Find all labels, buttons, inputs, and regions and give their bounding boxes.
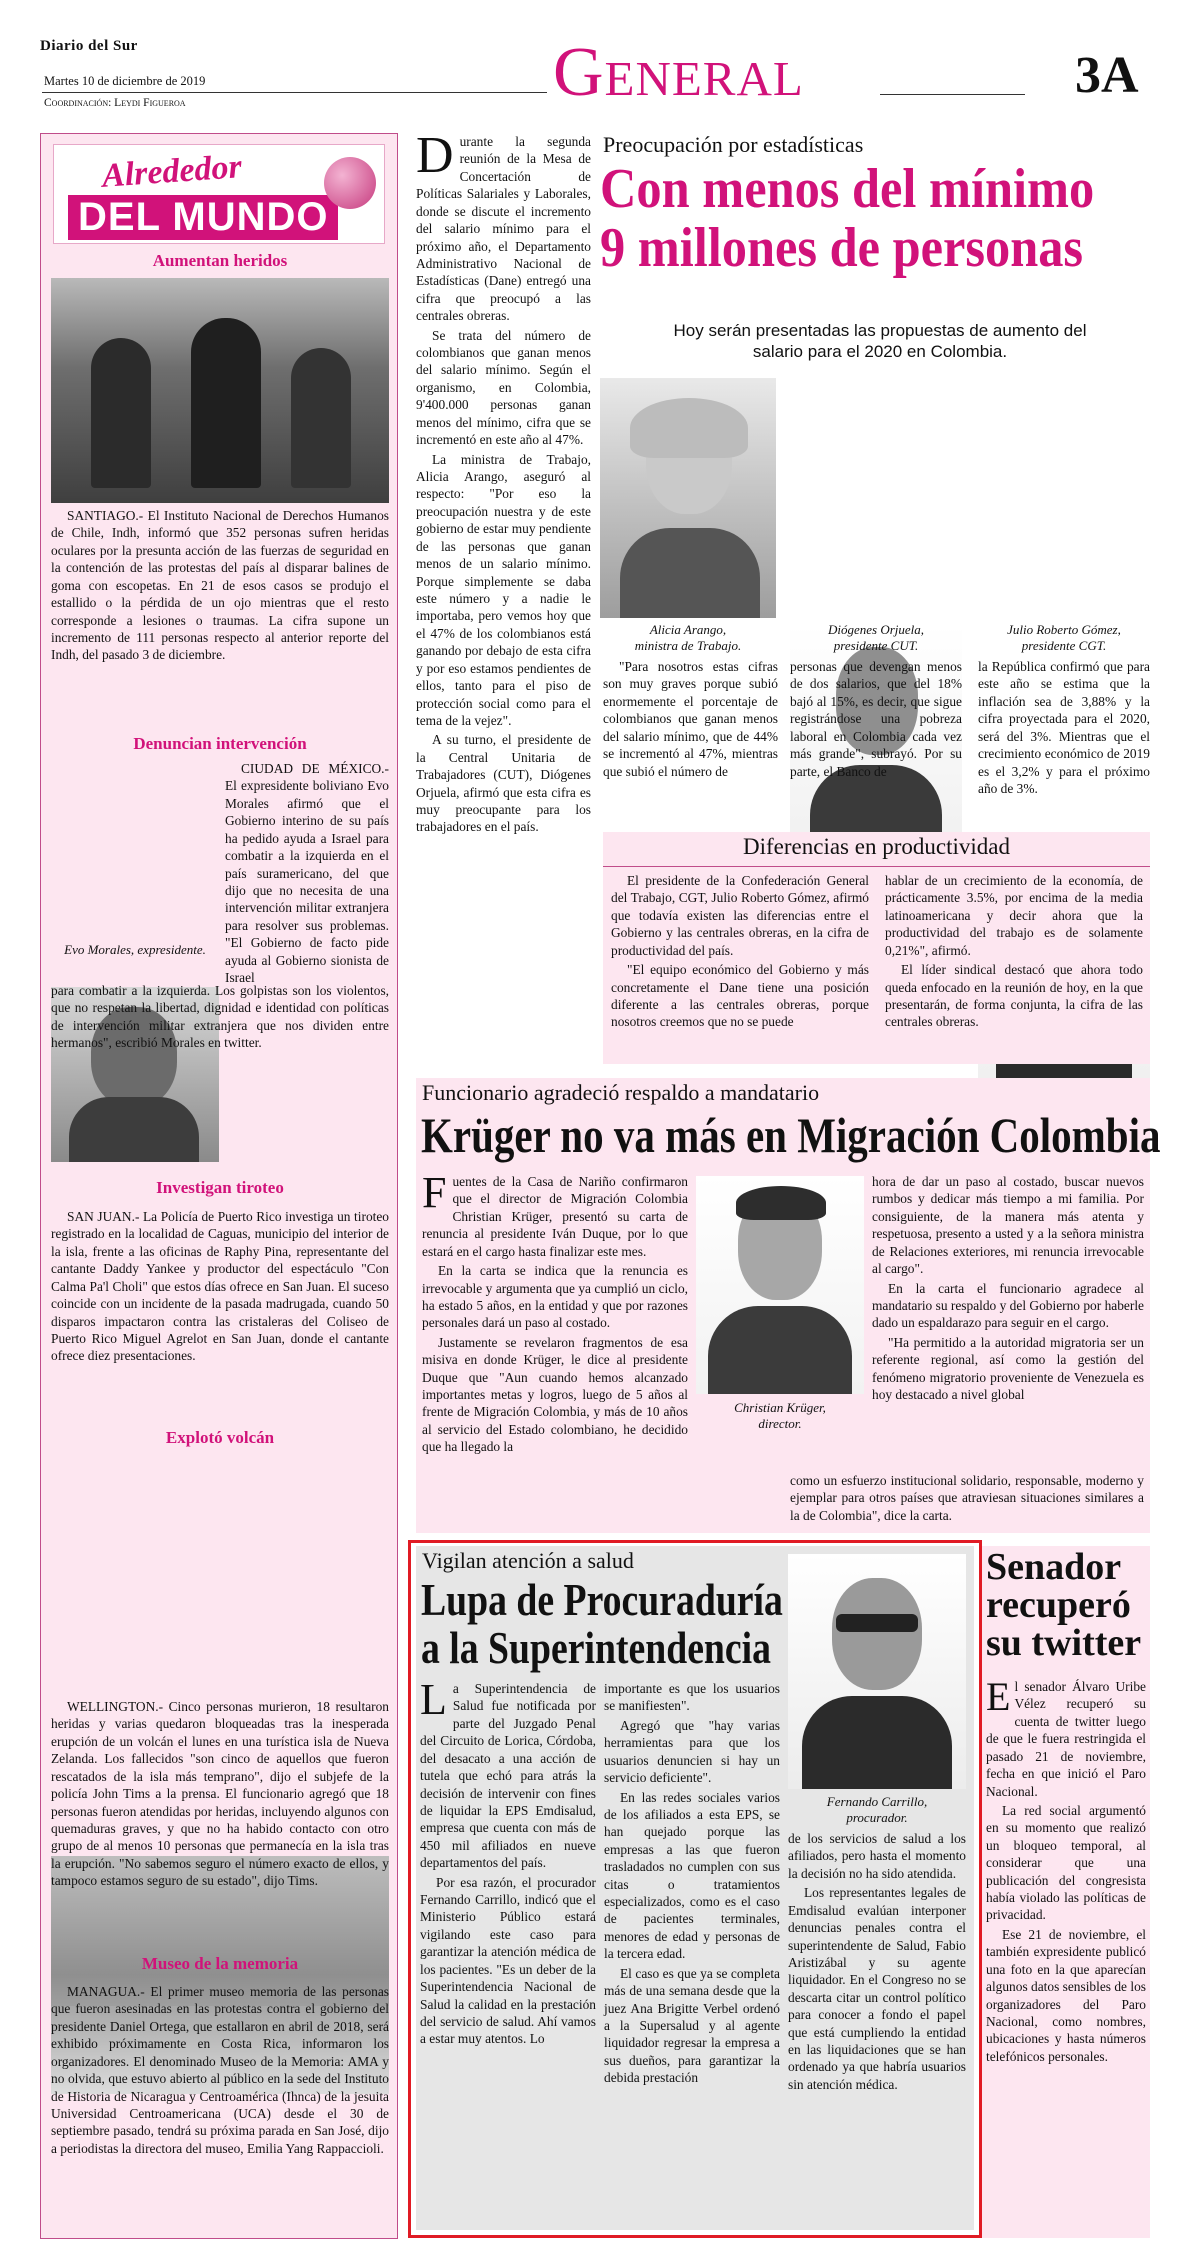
story-body: El senador Álvaro Uribe Vélez recuperó su cuenta de twitter luego de que le fuera restringida el pasado 21 de noviembre, fecha en que inició el Paro Nacional. La red social argumentó en su momento que realizó un bloqueo temporal, al considerar que una publicación del congresista había violado las políticas de privacidad. Ese 21 de noviembre, el también expresidente publicó una foto en la que aparecían algunos datos sensibles de los organizadores del Paro Nacional, como nombres, ubicaciones y hasta números telefónicos personales. — [986, 1674, 1146, 2064]
protest-photo — [51, 278, 389, 503]
box-title: Diferencias en productividad — [743, 834, 1010, 859]
lead-paragraph: Durante la segunda reunión de la Mesa de Concertación de Políticas Salariales y Laborales, donde se discute el incremento del salario mínimo para el próximo año, el Departamento Administrativo Nacional de Estadísticas (Dane) entregó una cifra que preocupó a las centrales obreras. — [416, 127, 591, 324]
productivity-box — [603, 832, 1150, 1064]
christian-kruger-photo — [696, 1176, 864, 1394]
box-divider — [603, 866, 1150, 867]
news-title: Investigan tiroteo — [156, 1178, 284, 1197]
photo-caption: Christian Krüger, director. — [734, 1400, 826, 1431]
lead-paragraph: Se trata del número de colombianos que ganan menos del salario mínimo. Según el organismo, en Colombia, 9'400.000 personas ganan menos del mínimo, cifra que se incrementó en este año al 47%. — [416, 327, 591, 448]
story-col1: La Superintendencia de Salud fue notificada por parte del Juzgado Penal del Circuito de Lorica, Córdoba, del desacato a una acción de tutela que echó para atrás la decisión de intervenir con fines de liquidar la EPS Emdisalud, empresa que cuenta con más de 450 mil afiliados en nueve departamentos del país. Por esa razón, el procurador Fernando Carrillo, indicó que el Ministerio Público estará vigilando este caso para garantizar la atención médica de los pacientes. "Es un deber de la Superintendencia Nacional de Salud la calidad en la prestación del servicio de salud. Ahí vamos a estar muy atentos. Lo — [420, 1675, 596, 2047]
headline-line: Con menos del mínimo — [600, 158, 1095, 220]
story-kicker: Vigilan atención a salud — [422, 1548, 634, 1573]
logo: Diario del Sur — [40, 38, 138, 54]
news-title: Museo de la memoria — [141, 1954, 299, 1973]
news-title: Denuncian intervención — [133, 734, 307, 753]
drop-cap: D — [416, 127, 454, 184]
box-col2: hablar de un crecimiento de la economía, de prácticamente 3.5%, por encima de la media latinoamericana y decir ahora que la productividad del trabajo es de solamente 0,21%", afirmó. El líder sindical destacó que ahora todo queda enfocado en la reunión de hoy, en la que presentarán, de forma conjunta, la cifra de las centrales obreras. — [885, 873, 1143, 1030]
fernando-carrillo-photo — [788, 1554, 966, 1789]
news-body: WELLINGTON.- Cinco personas murieron, 18 resultaron heridas y varias quedaron bloqueadas tras la inesperada erupción de un volcán el lunes en una turística isla de Nueva Zelanda. Los fallecidos "son cinco de aquellos que fueron rescatados de la isla más temprano", dijo el subjefe de la policía John Tims a la prensa. El funcionario agregó que 18 personas fueron atendidas por heridas, incluyendo algunos con quemaduras graves, y que no ha habido contacto con otro grupo de al menos 10 personas que permanecía en la isla tras la erupción. "No sabemos seguro el número exacto de ellos, y tampoco estamos seguro de su estado", dijo Tims. — [51, 1699, 389, 1889]
story-col2: hora de dar un paso al costado, buscar nuevos rumbos y dedicar más tiempo a mi familia. Por consiguiente, de la manera más atenta y respetuosa, presento a usted y a la señora ministra de Relaciones exteriores, mi renuncia irrevocable al cargo". En la carta el funcionario agradece al mandatario su respaldo y del Gobierno por haberle dado un espaldarazo para seguir en el cargo. "Ha permitido a la autoridad migratoria ser un referente regional, así como la gestión del fenómeno migratorio proveniente de Venezuela es hoy destacado a nivel global — [872, 1174, 1144, 1403]
story-col2: importante es que los usuarios se manifiesten". Agregó que "hay varias herramientas para que los usuarios denuncien si hay un servicio deficiente". En las redes sociales varios de los afiliados a esta EPS, se han quejado porque las empresas a las que fueron trasladados no cumplen con sus citas o tratamientos especializados, como es el caso de pacientes terminales, menores de edad y personas de la tercera edad. El caso es que ya se completa más de una semana desde que la juez Ana Brigitte Verbel ordenó a la Supersalud y al agente liquidador regresar la empresa a sus dueños, para garantizar la debida prestación — [604, 1681, 780, 2086]
lead-col4: la República confirmó que para este año se estima que la inflación sea de 3,88% y la cifra proyectada para el 2020, será del 3%. Mientras que el crecimiento económico de 2019 es el 3,2% y para el próximo año de 3%. — [978, 659, 1150, 796]
senador-story — [982, 1546, 1150, 2238]
box-col1: El presidente de la Confederación General del Trabajo, CGT, Julio Roberto Gómez, afirmó que todavía existen las diferencias entre el Gobierno y las centrales obreras, en la cifra de productividad del país. "El equipo económico del Gobierno y más concretamente el Dane tiene una posición diferente a las centrales obreras, porque nosotros creemos que no se puede — [611, 873, 869, 1030]
lead-headline — [600, 160, 1160, 279]
news-title: Explotó volcán — [165, 1428, 275, 1447]
story-tail: como un esfuerzo institucional solidario, responsable, moderno y ejemplar para otros países que atraviesan situaciones similares a la de Colombia", dice la carta. — [790, 1473, 1144, 1523]
photo-caption: Evo Morales, expresidente. — [64, 942, 206, 957]
alicia-arango-photo — [600, 378, 776, 618]
issue-date: Martes 10 de diciembre de 2019 — [44, 74, 206, 88]
divider — [42, 92, 547, 93]
lead-col3: personas que devengan menos de dos salarios, que del 18% bajó al 15%, es decir, que sigue registrándose una pobreza laboral en Colombia cada vez más grande", subrayó. Por su parte, el Banco de — [790, 659, 962, 779]
story-col3: de los servicios de salud a los afiliados, pero hasta el momento la decisión no ha sido atendida. Los representantes legales de Emdisalud evalúan interponer denuncias penales contra el superintendente de Salud, Fabio Aristizábal y su agente liquidador. En el Congreso no se descarta citar un control político para conocer a fondo el papel que está cumpliendo la entidad en las liquidaciones que se han ordenado ya que habría usuarios sin atención médica. — [788, 1831, 966, 2092]
lead-kicker: Preocupación por estadísticas — [603, 132, 864, 157]
banner-line1: Alrededor — [100, 148, 243, 195]
section-title: General — [553, 34, 804, 111]
banner-line2: DEL MUNDO — [68, 195, 338, 240]
photo-caption: Fernando Carrillo, procurador. — [826, 1794, 928, 1825]
lead-col1 — [416, 127, 591, 838]
news-body: MANAGUA.- El primer museo memoria de las personas que fueron asesinadas en las protestas contra el gobierno del presidente Daniel Ortega, que estallaron en abril de 2018, será exhibido próximamente en Costa Rica, informaron los organizadores. El denominado Museo de la Memoria: AMA y no olvida, que estuvo abierto al público en la sede del Instituto de Historia de Nicaragua y Centroamérica (Ihnca) de la jesuita Universidad Centroamericana (UCA) desde el 30 de septiembre pasado, tendrá su próxima parada en San José, dijo a periodistas la directora del museo, Emilia Yang Rappaccioli. — [51, 1984, 389, 2156]
news-body: para combatir a la izquierda. Los golpistas son los violentos, que no respetan la libertad, dignidad e identidad con políticas de intervención militar extranjera que nos dividen entre hermanos", escribió Morales en twitter. — [51, 983, 389, 1051]
banner — [53, 144, 385, 244]
photo-caption: Diógenes Orjuela, presidente CUT. — [827, 622, 925, 653]
news-title: Aumentan heridos — [152, 251, 288, 270]
procuraduria-story — [416, 1546, 974, 2230]
photo-caption: Alicia Arango, ministra de Trabajo. — [634, 622, 742, 653]
globe-icon — [324, 157, 376, 209]
coordination: Coordinación: Leydi Figueroa — [44, 97, 186, 109]
photo-caption: Julio Roberto Gómez, presidente CGT. — [1007, 622, 1121, 653]
news-body: SAN JUAN.- La Policía de Puerto Rico investiga un tiroteo registrado en la localidad de Caguas, municipio del interior de la isla, frente a las oficinas de Raphy Pina, representante del cantante Daddy Yankee y productor del espectáculo "Con Calma Pa'l Choli" que estos días ofrece en San Juan. El suceso coincide con un incidente de la pasada madrugada, cuando 50 disparos impactaron contra las cristaleras del Coliseo de Puerto Rico Miguel Agrelot en San Juan, donde el cantante ofrece diez presentaciones. — [51, 1209, 389, 1364]
divider — [880, 94, 1025, 95]
world-news-sidebar — [40, 133, 398, 2239]
masthead — [0, 0, 1193, 128]
story-col1: Fuentes de la Casa de Nariño confirmaron que el director de Migración Colombia Christian Krüger, presentó su carta de renuncia al presidente Iván Duque, por lo que estará en el cargo hasta finalizar este mes. En la carta se indica que la renuncia es irrevocable y argumenta que ya cumplió un ciclo, ha estado 5 años, en la entidad y que por razones personales dará un paso al costado. Justamente se revelaron fragmentos de esa misiva en donde Krüger, le dice al presidente Duque que "Aun cuando hemos alcanzado importantes metas y logros, luego de 5 años al frente de Migración Colombia, y más de 10 años al servicio del Estado colombiano, he decidido que ha llegado la — [422, 1168, 688, 1455]
story-headline: Lupa de Procuraduría a la Superintendencia — [421, 1574, 783, 1673]
headline-line: 9 millones de personas — [600, 217, 1084, 280]
news-body: SANTIAGO.- El Instituto Nacional de Derechos Humanos de Chile, Indh, informó que 352 personas sufren heridas oculares por la presunta acción de las fuerzas de seguridad en la contención de las protestas del país al disparar balines de goma con escopetas. En 21 de esos casos se produjo el estallido o la pérdida de un ojo mientras que el resto corresponde a lesiones o traumas. La cifra supone un incremento de 111 personas respecto al anterior reporte del Indh, del pasado 3 de diciembre. — [51, 508, 389, 663]
story-headline: Senador recuperó su twitter — [986, 1546, 1142, 1664]
lead-paragraph: La ministra de Trabajo, Alicia Arango, aseguró al respecto: "Por eso la preocupación nuestra y de este gobierno de estar muy pendiente de las personas que ganan menos de un salario mínimo. Porque simplemente se daba este número y a nadie le importaba, pero vemos hoy que el 47% de los colombianos está ganando por debajo de esta cifra y por eso estamos pendientes de ellos, tanto para el piso de protección social como para el tema de la vejez". — [416, 451, 591, 728]
news-body-side: CIUDAD DE MÉXICO.- El expresidente boliviano Evo Morales afirmó que el Gobierno interino de su país ha pedido ayuda a Israel para combatir a la izquierda en el país suramericano, del que dijo que no necesita de una intervención militar extranjera para resolver sus problemas. "El Gobierno de facto pide ayuda al Gobierno sionista de Israel — [225, 761, 389, 986]
page-number: 3A — [1075, 47, 1139, 104]
kruger-story — [416, 1078, 1161, 1533]
story-headline: Krüger no va más en Migración Colombia — [421, 1107, 1161, 1163]
lead-col2: "Para nosotros estas cifras son muy graves porque subió enormemente el porcentaje de colombianos que ganan menos del salario mínimo, que de 44% se incrementó al 47%, mientras que subió el número de — [603, 659, 778, 779]
lead-dek: Hoy serán presentadas las propuestas de aumento del salario para el 2020 en Colombia. — [673, 321, 1087, 362]
lead-paragraph: A su turno, el presidente de la Central Unitaria de Trabajadores (CUT), Diógenes Orjuela, afirmó que esta cifra es muy preocupante para los trabajadores en el país. — [416, 732, 591, 835]
story-kicker: Funcionario agradeció respaldo a mandatario — [422, 1080, 820, 1105]
